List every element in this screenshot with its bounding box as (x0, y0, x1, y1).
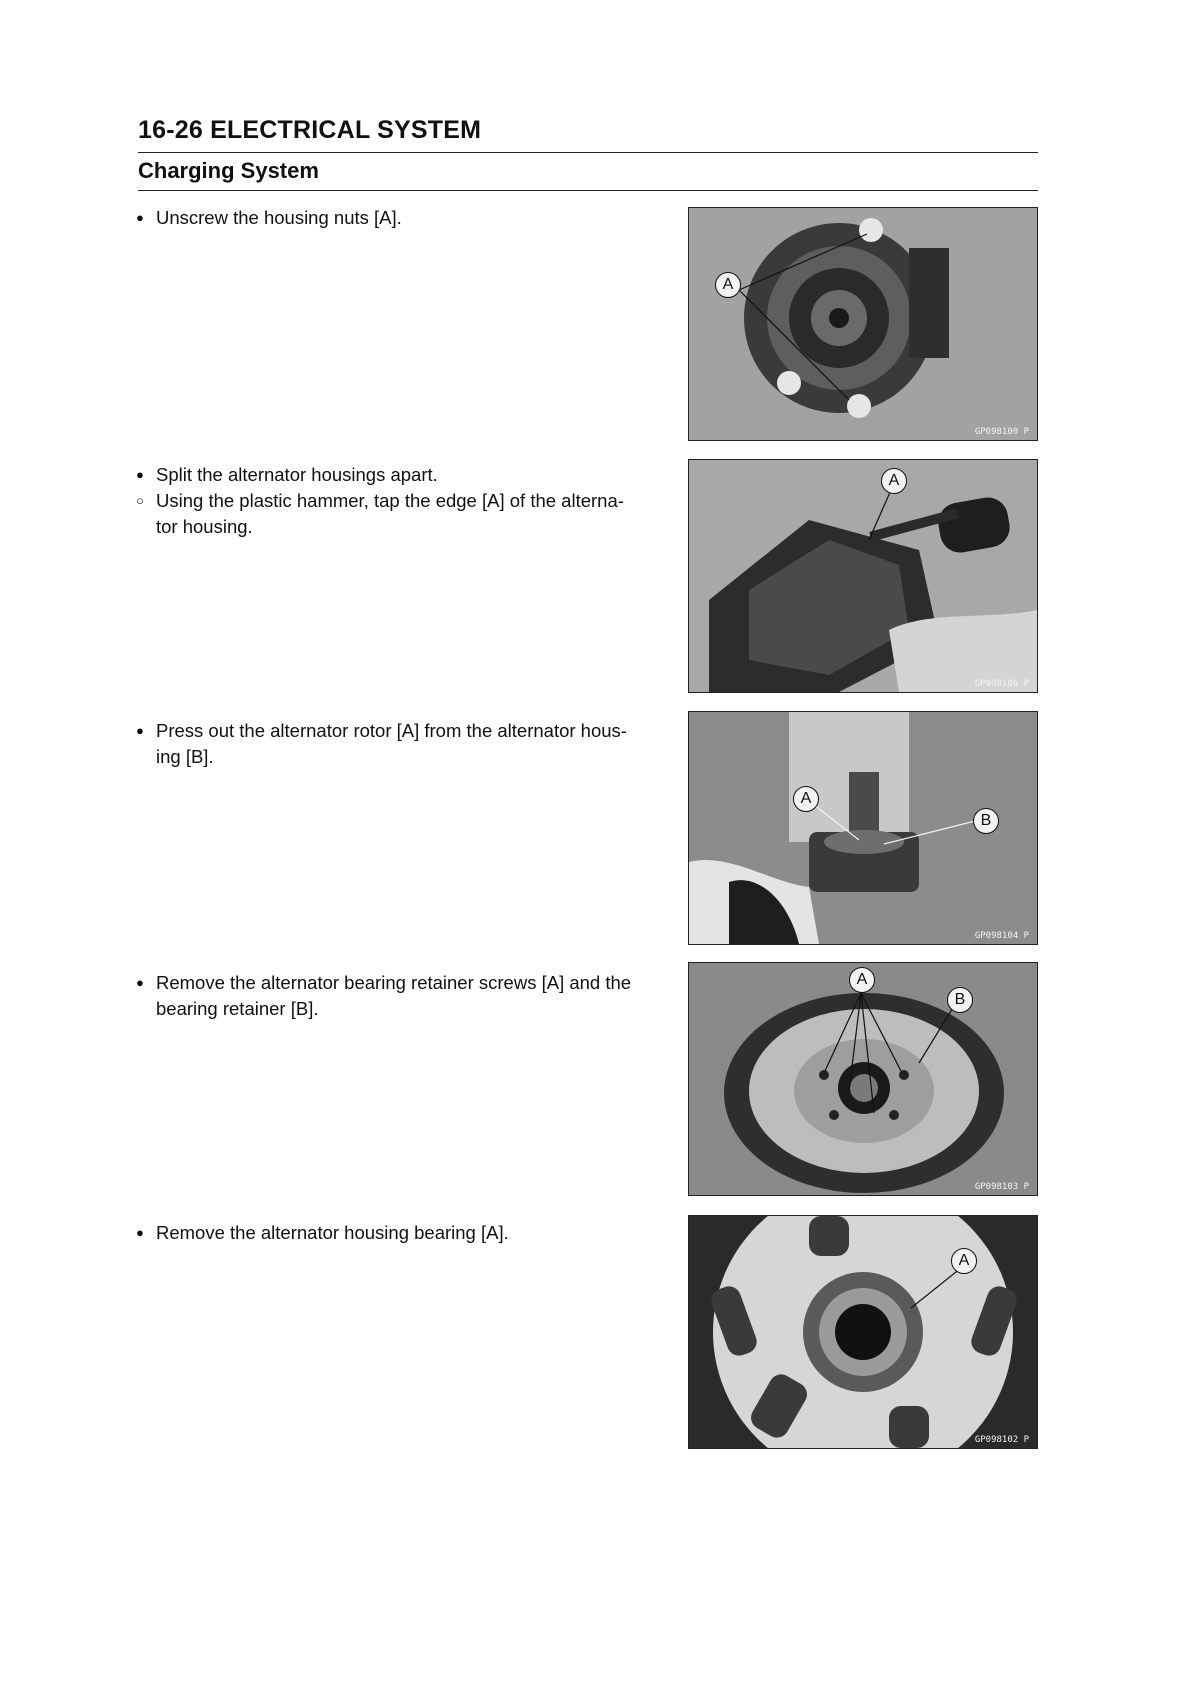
step-2-subpoint: ○ Using the plastic hammer, tap the edge [A] of the alterna- (136, 488, 666, 514)
step-3-text (136, 718, 666, 770)
step-5-text (136, 1220, 666, 1246)
bearing-photo-icon (689, 1216, 1037, 1448)
step-1-text (136, 205, 666, 231)
retainer-photo-icon (689, 963, 1037, 1195)
callout-b: B (947, 987, 973, 1013)
step-5-bullet: ● Remove the alternator housing bearing [A]. (136, 1220, 666, 1246)
step-3-continuation: ing [B]. (156, 746, 214, 767)
callout-b: B (973, 808, 999, 834)
step-3-bullet: ● Press out the alternator rotor [A] from the alternator hous- (136, 718, 666, 744)
figure-1-alternator-nuts (688, 207, 1038, 441)
step-2-text (136, 462, 666, 540)
figure-code: GP098104 P (974, 931, 1029, 941)
step-1-bullet: ● Unscrew the housing nuts [A]. (136, 205, 666, 231)
section-title: Charging System (138, 158, 319, 183)
figure-code: GP098106 P (974, 679, 1029, 689)
step-2-bullet: ● Split the alternator housings apart. (136, 462, 666, 488)
callout-a: A (849, 967, 875, 993)
figure-3-press-rotor (688, 711, 1038, 945)
figure-5-housing-bearing (688, 1215, 1038, 1449)
header-rule (138, 152, 1038, 153)
callout-a: A (951, 1248, 977, 1274)
step-2-continuation: tor housing. (156, 516, 253, 537)
section-rule (138, 190, 1038, 191)
hammer-photo-icon (689, 460, 1037, 692)
callout-a: A (881, 468, 907, 494)
alternator-photo-icon (689, 208, 1037, 440)
figure-4-bearing-retainer (688, 962, 1038, 1196)
figure-code: GP098102 P (974, 1435, 1029, 1445)
step-4-bullet: ● Remove the alternator bearing retainer screws [A] and the (136, 970, 666, 996)
figure-code: GP098103 P (974, 1182, 1029, 1192)
page-title: 16-26 ELECTRICAL SYSTEM (138, 116, 482, 144)
figure-2-split-housing (688, 459, 1038, 693)
callout-a: A (715, 272, 741, 298)
step-4-continuation: bearing retainer [B]. (156, 998, 319, 1019)
callout-a: A (793, 786, 819, 812)
figure-code: GP098100 P (974, 427, 1029, 437)
step-4-text (136, 970, 666, 1022)
